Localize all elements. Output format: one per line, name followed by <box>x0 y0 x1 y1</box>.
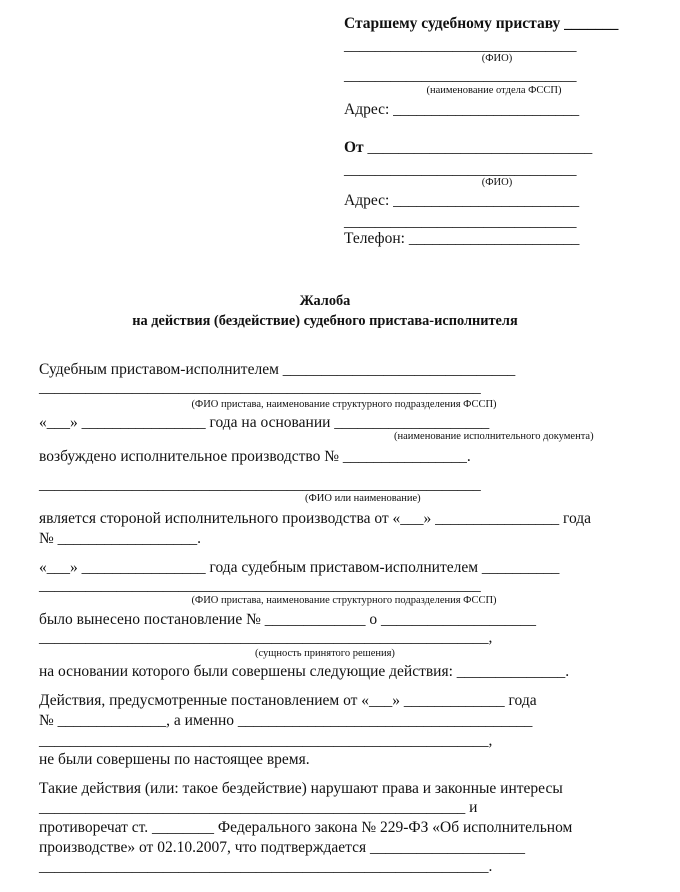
bailiff-hint-2: (ФИО пристава, наименование структурного подразделения ФССП) <box>191 595 497 606</box>
body-line-2: _________________________________________________________ <box>39 379 481 396</box>
addressee-fio-blank: ______________________________ <box>344 37 577 54</box>
from-blank-2: ______________________________ <box>344 161 577 178</box>
body-line-3: «___» ________________ года на основании ____________________ <box>39 414 490 431</box>
body-line-15: __________________________________________________________, <box>39 732 493 749</box>
addressee-address-line: Адрес: ________________________ <box>344 101 580 118</box>
dept-hint: (наименование отдела ФССП) <box>426 85 562 96</box>
body-line-6: является стороной исполнительного производства от «___» ________________ года <box>39 510 592 527</box>
body-line-14: № ______________, а именно ______________________________________ <box>39 712 533 729</box>
body-line-13: Действия, предусмотренные постановлением от «___» _____________ года <box>39 692 537 709</box>
bailiff-hint-1: (ФИО пристава, наименование структурного подразделения ФССП) <box>191 399 497 410</box>
from-label: От <box>344 139 364 156</box>
from-blank: _____________________________ <box>363 139 593 156</box>
body-line-18: _______________________________________________________ и <box>39 799 478 816</box>
addressee-dept-blank: ______________________________ <box>344 67 577 84</box>
body-line-4: возбуждено исполнительное производство № ________________. <box>39 448 471 465</box>
body-line-12: на основании которого были совершены следующие действия: ______________. <box>39 663 570 680</box>
from-address-line: Адрес: ________________________ <box>344 192 580 209</box>
body-line-8: «___» ________________ года судебным приставом-исполнителем __________ <box>39 559 560 576</box>
body-line-9: _________________________________________________________ <box>39 577 481 594</box>
body-line-1: Судебным приставом-исполнителем ______________________________ <box>39 361 516 378</box>
party-name-hint: (ФИО или наименование) <box>305 493 421 504</box>
body-line-11: __________________________________________________________, <box>39 629 493 646</box>
document-subtitle: на действия (бездействие) судебного пристава-исполнителя <box>132 313 518 329</box>
decision-essence-hint: (сущность принятого решения) <box>255 648 395 659</box>
body-line-16: не были совершены по настоящее время. <box>39 751 310 768</box>
document-title: Жалоба <box>299 293 351 309</box>
fio-hint: (ФИО) <box>481 53 513 64</box>
body-line-10: было вынесено постановление № _____________ о ____________________ <box>39 611 537 628</box>
body-line-19: противоречат ст. ________ Федерального закона № 229-ФЗ «Об исполнительном <box>39 819 573 836</box>
body-line-5: _________________________________________________________ <box>39 476 481 493</box>
body-line-20: производстве» от 02.10.2007, что подтверждается ____________________ <box>39 839 526 856</box>
body-line-7: № __________________. <box>39 530 202 547</box>
from-line <box>344 140 592 156</box>
body-line-17: Такие действия (или: такое бездействие) нарушают права и законные интересы <box>39 780 563 797</box>
document-name-hint: (наименование исполнительного документа) <box>394 431 594 442</box>
from-address-blank: ______________________________ <box>344 213 577 230</box>
addressee-line: Старшему судебному приставу _______ <box>344 15 619 32</box>
phone-line: Телефон: ______________________ <box>344 230 580 247</box>
from-fio-hint: (ФИО) <box>481 177 513 188</box>
body-line-21: __________________________________________________________. <box>39 858 493 875</box>
